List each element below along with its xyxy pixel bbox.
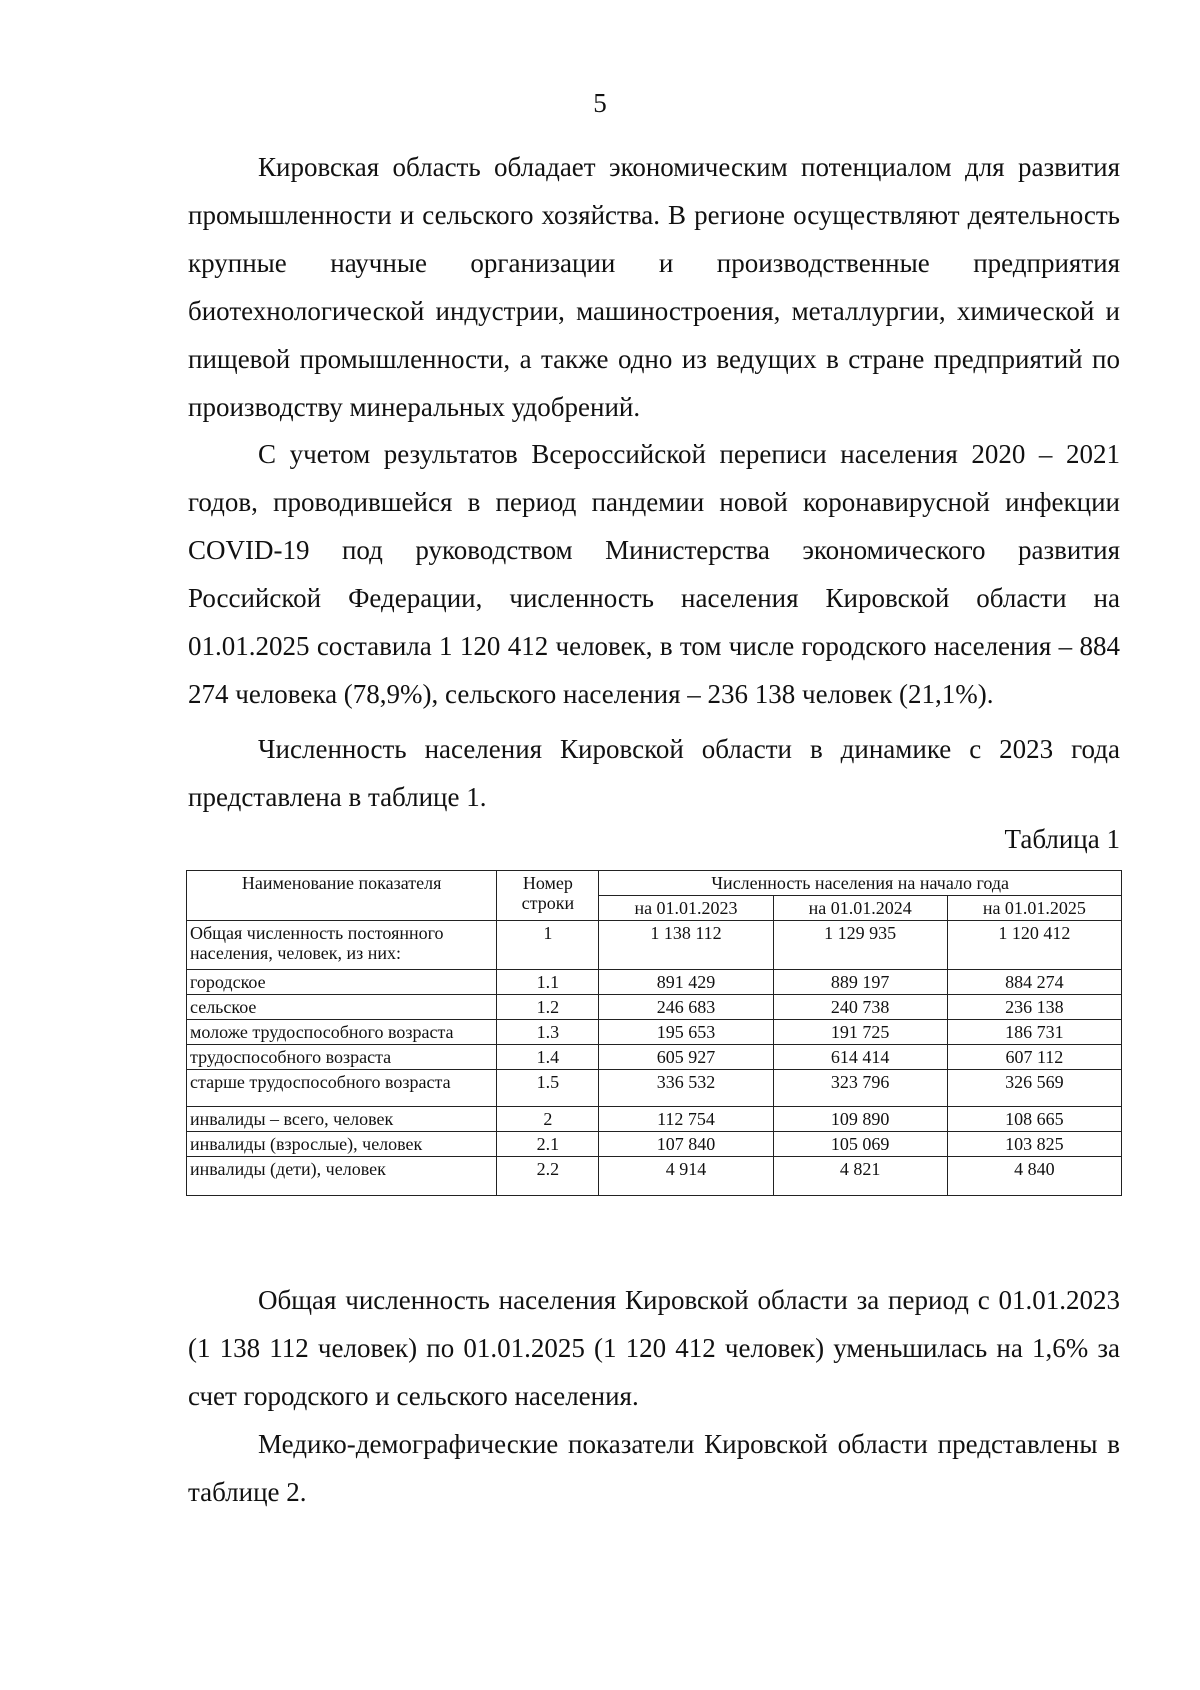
table-row [187,1107,1122,1132]
row-number: 2.2 [497,1157,599,1196]
row-value: 336 532 [599,1070,773,1107]
row-name: трудоспособного возраста [187,1045,497,1070]
row-name: инвалиды (взрослые), человек [187,1132,497,1157]
row-number: 1.5 [497,1070,599,1107]
row-value: 195 653 [599,1020,773,1045]
row-number: 2.1 [497,1132,599,1157]
paragraph-population-decrease: Общая численность населения Кировской области за период с 01.01.2023 (1 138 112 человек) по 01.01.2025 (1 120 412 человек) уменьшилась на 1,6% за счет городского и сельского населения. [188,1285,1120,1411]
population-table [186,870,1122,1196]
row-value: 614 414 [773,1045,947,1070]
row-value: 105 069 [773,1132,947,1157]
row-number: 1.1 [497,970,599,995]
row-value: 1 138 112 [599,921,773,970]
row-value: 112 754 [599,1107,773,1132]
row-number: 1.2 [497,995,599,1020]
row-value: 186 731 [947,1020,1121,1045]
table-row [187,921,1122,970]
paragraph-census: С учетом результатов Всероссийской переписи населения 2020 – 2021 годов, проводившейся в период пандемии новой коронавирусной инфекции COVID-19 под руководством Министерства экономического развития Российской Федерации, численность населения Кировской области на 01.01.2025 составила 1 120 412 человек, в том числе городского населения – 884 274 человека (78,9%), сельского населения – 236 138 человек (21,1%). [188,439,1120,709]
table-row [187,1157,1122,1196]
row-value: 4 840 [947,1157,1121,1196]
row-value: 107 840 [599,1132,773,1157]
row-value: 607 112 [947,1045,1121,1070]
table-row [187,1132,1122,1157]
header-date: на 01.01.2023 [599,896,773,921]
row-value: 323 796 [773,1070,947,1107]
row-value: 884 274 [947,970,1121,995]
row-value: 889 197 [773,970,947,995]
row-value: 326 569 [947,1070,1121,1107]
header-date: на 01.01.2024 [773,896,947,921]
row-value: 191 725 [773,1020,947,1045]
row-value: 246 683 [599,995,773,1020]
header-name: Наименование показателя [187,871,497,921]
row-value: 240 738 [773,995,947,1020]
header-group: Численность населения на начало года [599,871,1122,896]
row-value: 109 890 [773,1107,947,1132]
row-value: 605 927 [599,1045,773,1070]
row-name: городское [187,970,497,995]
row-value: 1 129 935 [773,921,947,970]
row-value: 108 665 [947,1107,1121,1132]
table-caption: Таблица 1 [1004,824,1120,854]
row-number: 1 [497,921,599,970]
page-number: 5 [593,88,607,118]
row-name: моложе трудоспособного возраста [187,1020,497,1045]
header-row-number: Номер строки [497,871,599,921]
table-row [187,1045,1122,1070]
table-row [187,1070,1122,1107]
row-number: 1.4 [497,1045,599,1070]
paragraph-economy: Кировская область обладает экономическим потенциалом для развития промышленности и сельского хозяйства. В регионе осуществляют деятельность крупные научные организации и производственные предприятия биотехнологической индустрии, машиностроения, металлургии, химической и пищевой промышленности, а также одно из ведущих в стране предприятий по производству минеральных удобрений. [188,152,1120,422]
row-value: 891 429 [599,970,773,995]
row-name: Общая численность постоянного населения, человек, из них: [187,921,497,970]
header-date: на 01.01.2025 [947,896,1121,921]
paragraph-table2-intro: Медико-демографические показатели Кировской области представлены в таблице 2. [188,1429,1120,1507]
row-value: 4 821 [773,1157,947,1196]
table-row [187,995,1122,1020]
row-value: 4 914 [599,1157,773,1196]
row-value: 236 138 [947,995,1121,1020]
row-name: инвалиды – всего, человек [187,1107,497,1132]
row-value: 103 825 [947,1132,1121,1157]
row-value: 1 120 412 [947,921,1121,970]
paragraph-table-intro: Численность населения Кировской области в динамике с 2023 года представлена в таблице 1. [188,734,1120,812]
row-name: инвалиды (дети), человек [187,1157,497,1196]
row-name: сельское [187,995,497,1020]
row-name: старше трудоспособного возраста [187,1070,497,1107]
table-row [187,970,1122,995]
row-number: 2 [497,1107,599,1132]
table-row [187,1020,1122,1045]
row-number: 1.3 [497,1020,599,1045]
